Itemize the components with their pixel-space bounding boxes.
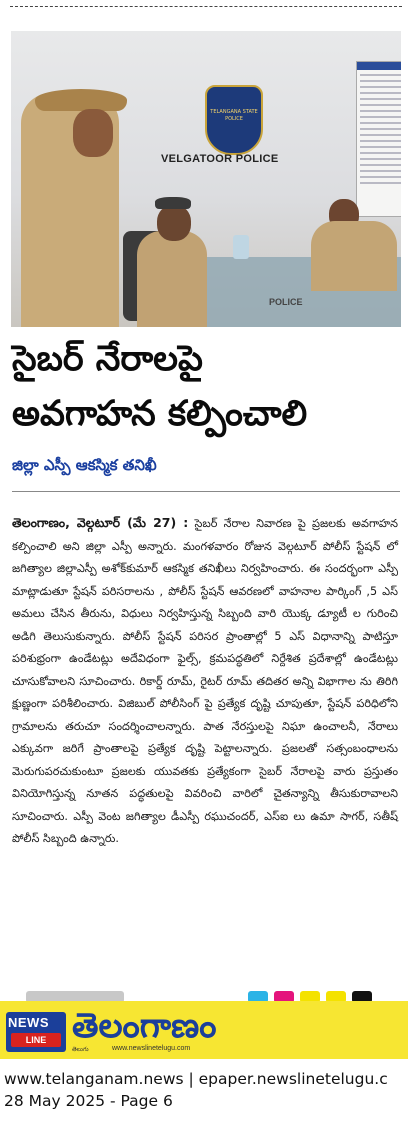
subheadline-rule bbox=[12, 491, 400, 492]
headline-line-1: సైబర్ నేరాలపై bbox=[12, 339, 203, 379]
publication-url: www.newslinetelugu.com bbox=[112, 1045, 191, 1052]
seated-officer-head bbox=[157, 205, 191, 241]
newsline-logo-top: NEWS bbox=[8, 1015, 49, 1030]
article-dateline: తెలంగాణం, వెల్గటూర్ (మే 27) : bbox=[12, 515, 189, 530]
badge-text: TELANGANA STATE POLICE bbox=[210, 109, 258, 122]
notice-board bbox=[356, 61, 401, 217]
officer-head bbox=[73, 109, 113, 157]
newsline-logo-bottom: LINE bbox=[11, 1033, 61, 1047]
seated-officer bbox=[137, 231, 207, 327]
desk-officer bbox=[311, 221, 397, 291]
top-dashed-rule bbox=[10, 6, 402, 7]
footer-links[interactable]: www.telanganam.news | epaper.newslinetelugu.c bbox=[4, 1070, 388, 1088]
officer-cap bbox=[35, 89, 127, 111]
headline-line-2: అవగాహన కల్పించాలి bbox=[12, 394, 308, 434]
wall-sign: VELGATOOR POLICE bbox=[161, 153, 279, 165]
news-photo bbox=[11, 31, 401, 327]
subheadline: జిల్లా ఎస్పీ ఆకస్మిక తనిఖీ bbox=[12, 456, 157, 474]
seated-officer-cap bbox=[155, 197, 191, 209]
water-bottles bbox=[233, 235, 249, 259]
publication-tagline: తెలుగు bbox=[72, 1046, 89, 1053]
article-body bbox=[12, 512, 398, 851]
desk-nameplate: POLICE bbox=[269, 297, 303, 307]
police-badge-logo bbox=[205, 85, 263, 155]
publication-name: తెలంగాణం bbox=[72, 1006, 217, 1046]
article-text: సైబర్ నేరాల నివారణ పై ప్రజలకు అవగాహన కల్పించాలి అని జిల్లా ఎస్పీ అన్నారు. మంగళవారం రోజున వెల్గటూర్ పోలీస్ స్టేషన్ లో జగిత్యాల జిల్లాఎస్పీ అశోక్‌కుమార్ ఆకస్మిక తనిఖీలు నిర్వహించారు. ఈ సందర్భంగా ఎస్పీ మాట్లాడుతూ స్టేషన్ పరిసరాలను , పోలీస్‌ స్టేషన్ ఆవరణలో వాహనాల పార్కింగ్ ,5 ఎస్ అమలు చేసిన తీరును, విధులు నిర్వహిస్తున్న సిబ్బంది వారి యొక్క డ్యూటీ ల గురించి అడిగి తెలుసుకున్నారు. పోలీస్ స్టేషన్ పరిసర ప్రాంతాల్లో 5 ఎస్ విధానాన్ని పాటిస్తూ పరిశుభ్రంగా ఉండేటట్లు అదేవిధంగా ఫైల్స్, క్రమపద్ధతిలో నిర్దేశిత ప్రదేశాల్లో ఉండేటట్లు చూసుకోవాలని సూచించారు. రికార్డ్ రూమ్, రైటర్ రూమ్ తదితర అన్ని విభాగాల ను తిరిగి క్షుణ్ణంగా పరిశీలించారు. విజిబుల్ పోలీసింగ్ పై ప్రత్యేక దృష్టి చూపుతూ, స్టేషన్ పరిధిలోని గ్రామాలను తరుచూ సందర్శించాలన్నారు. పాత నేరస్తులపై నిఘా ఉంచాలనీ, నేరాలు ఎక్కువగా జరిగే ప్రాంతాలపై ప్రత్యేక దృష్టి పెట్టాలన్నారు. ప్రజలతో సత్సంబంధాలను మెరుగుపరచుకుంటూ ప్రజలకు యువతకు ప్రత్యేకంగా సైబర్ నేరాలపై వారు ప్రస్తుతం వినియోగిస్తున్న నూతన పద్ధతులపై వివరించి వారిలో చైతన్యాన్ని తీసుకురావాలని సూచించారు. ఎస్పీ వెంట జగిత్యాల డీఎస్పీ రఘుచందర్, ఎస్ఐ లు ఉమా సాగర్, సతీష్ పోలీస్ సిబ్బంది ఉన్నారు. bbox=[12, 517, 398, 845]
footer-date-page: 28 May 2025 - Page 6 bbox=[4, 1092, 173, 1110]
